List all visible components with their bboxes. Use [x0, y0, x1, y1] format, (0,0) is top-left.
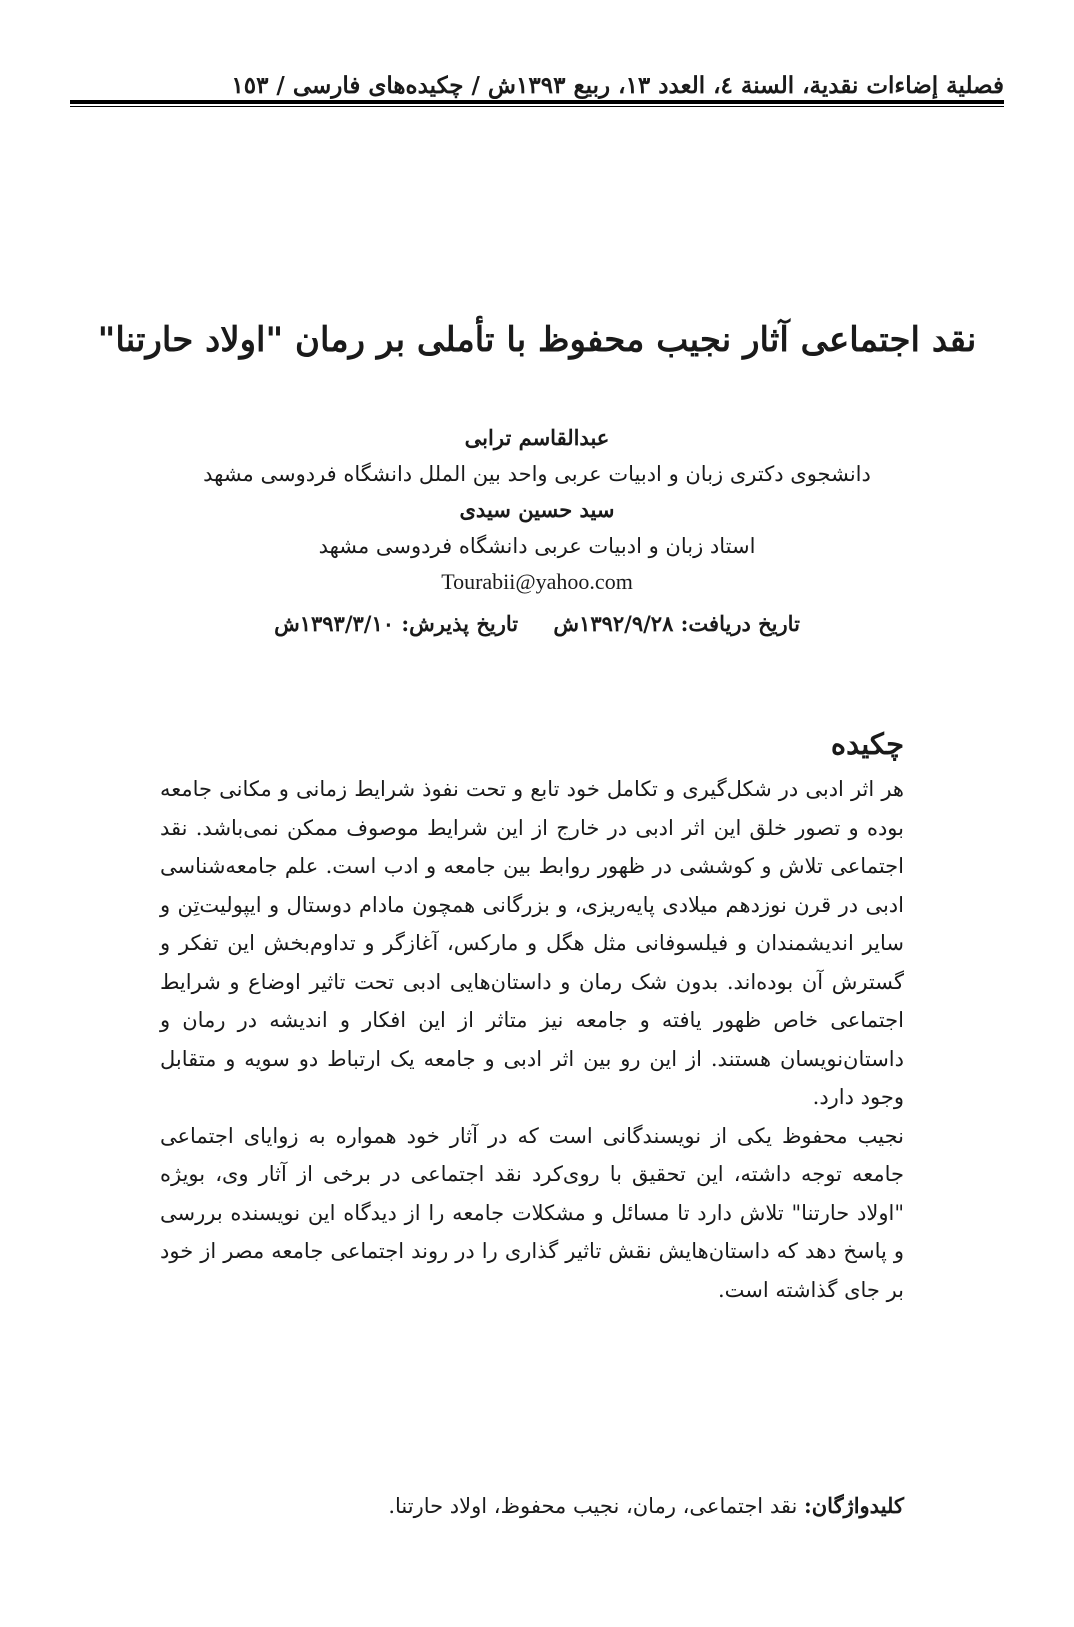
paper-title: نقد اجتماعی آثار نجیب محفوظ با تأملی بر رمان "اولاد حارتنا"	[97, 320, 977, 360]
author-email[interactable]: Tourabii@yahoo.com	[441, 569, 633, 594]
journal-header-text: فصلية إضاءات نقدية، السنة ٤، العدد ١٣، ربيع ١٣٩٣ش / چکیده‌های فارسی / ١٥٣	[231, 72, 1004, 99]
author-name-2: سید حسین سیدی	[459, 497, 615, 522]
keywords-text: نقد اجتماعی، رمان، نجیب محفوظ، اولاد حارتنا.	[388, 1494, 798, 1518]
author-affiliation-1: دانشجوی دکتری زبان و ادبیات عربی واحد بین الملل دانشگاه فردوسی مشهد	[203, 462, 871, 486]
abstract-heading: چکیده	[830, 727, 904, 761]
author-affiliation-2: استاد زبان و ادبیات عربی دانشگاه فردوسی مشهد	[318, 534, 756, 558]
header-rule	[70, 100, 1004, 104]
received-date: تاریخ دریافت: ١٣٩٢/٩/٢٨ش	[553, 611, 800, 636]
header-rule-thin	[70, 106, 1004, 107]
dates-line	[100, 606, 974, 642]
author-name-1: عبدالقاسم ترابی	[464, 425, 610, 450]
byline	[100, 420, 974, 642]
abstract-paragraph: هر اثر ادبی در شکل‌گیری و تکامل خود تابع و تحت نفوذ شرایط زمانی و مکانی جامعه بوده و تصور خلق این اثر ادبی در خارج از این شرایط موصوف ممکن نمی‌باشد. نقد اجتماعی تلاش و کوششی در ظهور روابط بین جامعه و ادب است. علم جامعه‌شناسی ادبی در قرن نوزدهم میلادی پایه‌ریزی، و بزرگانی همچون مادام دوستال و ایپولیت‌تِن و سایر اندیشمندان و فیلسوفانی مثل هگل و مارکس، آغازگر و تداوم‌بخش این تفکر و گسترش آن بوده‌اند. بدون شک رمان و داستان‌هایی ادبی تحت تاثیر اوضاع و شرایط اجتماعی خاص ظهور یافته و جامعه نیز متاثر از این افکار و اندیشه در رمان و داستان‌نویسان هستند. از این رو بین اثر ادبی و جامعه یک ارتباط دو سویه و متقابل وجود دارد.	[160, 777, 904, 1109]
keywords	[160, 1488, 904, 1524]
abstract-body	[160, 770, 904, 1309]
accepted-date: تاریخ پذیرش: ١٣٩٣/٣/١٠ش	[274, 611, 519, 636]
abstract-paragraph: نجیب محفوظ یکی از نویسندگانی است که در آثار خود همواره به زوایای اجتماعی جامعه توجه داشته، این تحقیق با روی‌کرد نقد اجتماعی در برخی از آثار وی، بویژه "اولاد حارتنا" تلاش دارد تا مسائل و مشکلات جامعه را از دیدگاه این نویسنده بررسی و پاسخ دهد که داستان‌هایش نقش تاثیر گذاری را در روند اجتماعی جامعه مصر از خود بر جای گذاشته است.	[160, 1123, 904, 1302]
keywords-label: کلیدواژگان:	[804, 1493, 904, 1518]
running-header	[70, 60, 1004, 100]
